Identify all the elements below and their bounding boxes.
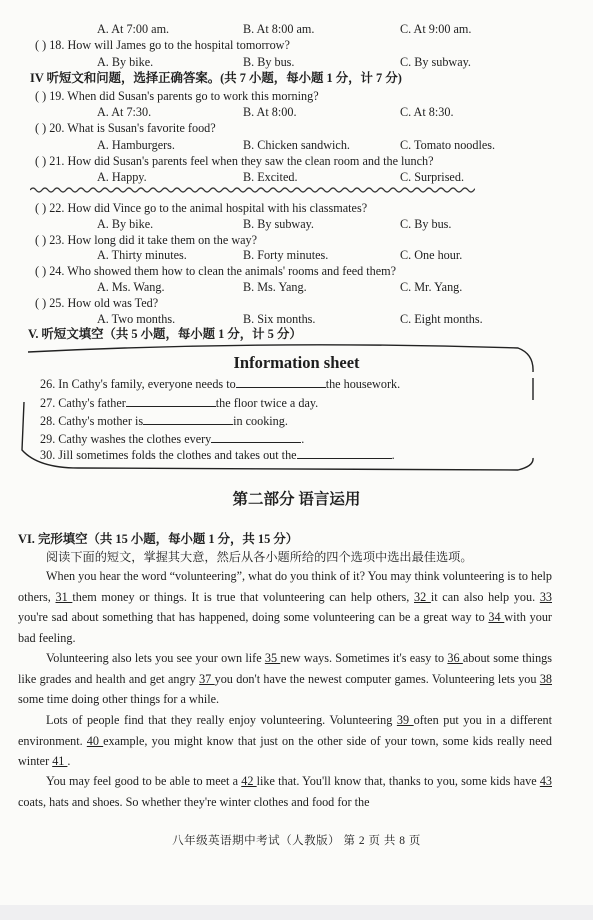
cloze-blank-34: 34 <box>488 610 505 624</box>
section-iv-heading: IV 听短文和问题，选择正确答案。(共 7 小题，每小题 1 分，计 7 分) <box>30 71 402 85</box>
q21-option-c: C. Surprised. <box>400 170 464 184</box>
q18-option-b: B. By bus. <box>243 55 295 69</box>
cloze-text: with your bad feeling. <box>18 610 552 645</box>
q24-option-a: A. Ms. Wang. <box>97 280 165 294</box>
q23-option-b: B. Forty minutes. <box>243 248 329 262</box>
q21-option-b: B. Excited. <box>243 170 298 184</box>
q22-option-b: B. By subway. <box>243 217 314 231</box>
q20-option-a: A. Hamburgers. <box>97 138 175 152</box>
viewer-bottom-strip <box>0 905 593 920</box>
cloze-paragraph-1 <box>18 566 552 648</box>
cloze-blank-37: 37 <box>199 671 215 686</box>
sheet-line-30-before: 30. Jill sometimes folds the clothes and takes out the <box>40 448 297 462</box>
info-sheet-title: Information sheet <box>233 353 360 372</box>
cloze-blank-40: 40 <box>86 733 104 748</box>
cloze-blank-32: 32 <box>414 589 431 604</box>
cloze-text: them money or things. It is true that volunteering can help others, <box>72 589 414 604</box>
q18-option-a: A. By bike. <box>97 55 154 69</box>
cloze-paragraph-4 <box>18 771 552 812</box>
page-footer: 八年级英语期中考试（人教版） 第 2 页 共 8 页 <box>172 835 421 847</box>
sheet-line-27-after: the floor twice a day. <box>215 396 319 410</box>
blank-26 <box>236 376 326 388</box>
blank-28 <box>143 413 233 425</box>
q19-question: ( ) 19. When did Susan's parents go to work this morning? <box>35 89 319 103</box>
cloze-text: new ways. Sometimes it's easy to <box>280 651 448 665</box>
q20-option-b: B. Chicken sandwich. <box>243 138 350 152</box>
q21-option-a: A. Happy. <box>97 170 147 184</box>
sheet-line-28-after: in cooking. <box>233 414 288 428</box>
q17-option-c: C. At 9:00 am. <box>400 22 472 36</box>
q18-question: ( ) 18. How will James go to the hospital tomorrow? <box>35 38 290 52</box>
sheet-line-29-after: . <box>301 432 305 446</box>
sheet-line-29-before: 29. Cathy washes the clothes every <box>40 432 212 446</box>
blank-29 <box>211 431 301 443</box>
cloze-paragraph-2 <box>18 648 552 710</box>
cloze-blank-31: 31 <box>55 589 73 604</box>
sheet-line-30-after: . <box>391 448 395 462</box>
q25-question: ( ) 25. How old was Ted? <box>35 296 159 310</box>
cloze-text: it can also help you. <box>430 589 540 604</box>
q17-option-b: B. At 8:00 am. <box>243 22 315 36</box>
sheet-line-29 <box>40 431 304 446</box>
q25-option-a: A. Two months. <box>97 312 176 326</box>
q25-option-c: C. Eight months. <box>400 312 483 326</box>
sheet-line-26-after: the housework. <box>325 377 401 391</box>
cloze-text: When you hear the word “volunteering”, what do you think of it? You may think volunteering is to help others, <box>18 569 552 604</box>
cloze-blank-41: 41 <box>52 754 68 768</box>
q24-question: ( ) 24. Who showed them how to clean the animals' rooms and feed them? <box>35 264 397 278</box>
section-v-heading: V. 听短文填空（共 5 小题，每小题 1 分，计 5 分） <box>28 327 302 341</box>
section-vi-instruction: 阅读下面的短文，掌握其大意，然后从各小题所给的四个选项中选出最佳选项。 <box>46 550 473 564</box>
q21-question: ( ) 21. How did Susan's parents feel when they saw the clean room and the lunch? <box>35 154 434 168</box>
cloze-text: you're sad about something that has happened, doing some volunteering can be a great way to <box>18 610 489 624</box>
sheet-line-28 <box>40 413 288 428</box>
cloze-text: You may feel good to be able to meet a <box>46 774 242 788</box>
cloze-text: coats, hats and shoes. So whether they're winter clothes and food for the <box>18 794 370 809</box>
sheet-line-28-before: 28. Cathy's mother is <box>40 414 144 428</box>
cloze-text: some time doing other things for a while. <box>18 692 220 706</box>
blank-27 <box>126 395 216 407</box>
blank-30 <box>297 447 392 459</box>
cloze-paragraph-3 <box>18 710 552 772</box>
sheet-line-27-before: 27. Cathy's father <box>40 396 126 410</box>
cloze-blank-42: 42 <box>241 774 257 788</box>
part-two-heading: 第二部分 语言运用 <box>232 491 361 508</box>
q19-option-c: C. At 8:30. <box>400 105 454 119</box>
cloze-text: example, you might know that just on the other side of your town, some kids really need winter <box>18 733 552 768</box>
q20-option-c: C. Tomato noodles. <box>400 138 496 152</box>
q23-option-a: A. Thirty minutes. <box>97 248 187 262</box>
wavy-divider <box>30 186 475 194</box>
q24-option-c: C. Mr. Yang. <box>400 280 463 294</box>
cloze-text: Lots of people find that they really enjoy volunteering. Volunteering <box>46 713 397 727</box>
sheet-line-30 <box>40 447 395 462</box>
q19-option-b: B. At 8:00. <box>243 105 297 119</box>
cloze-blank-39: 39 <box>396 713 414 727</box>
cloze-blank-35: 35 <box>264 651 281 665</box>
q22-option-c: C. By bus. <box>400 217 452 231</box>
q18-option-c: C. By subway. <box>400 55 471 69</box>
sheet-line-26-before: 26. In Cathy's family, everyone needs to <box>40 377 236 391</box>
cloze-text: like that. You'll know that, thanks to you, some kids have <box>256 774 540 788</box>
cloze-text: Volunteering also lets you see your own life <box>46 651 265 665</box>
cloze-blank-38: 38 <box>539 671 552 686</box>
q17-option-a: A. At 7:00 am. <box>97 22 170 36</box>
section-vi-heading: VI. 完形填空（共 15 小题，每小题 1 分，共 15 分） <box>18 532 299 546</box>
q23-question: ( ) 23. How long did it take them on the way? <box>35 233 258 247</box>
cloze-blank-36: 36 <box>447 651 463 665</box>
q24-option-b: B. Ms. Yang. <box>243 280 307 294</box>
q20-question: ( ) 20. What is Susan's favorite food? <box>35 121 216 135</box>
cloze-text: often put you in a different environment. <box>18 713 552 748</box>
q25-option-b: B. Six months. <box>243 312 316 326</box>
cloze-blank-43: 43 <box>539 774 552 788</box>
q22-option-a: A. By bike. <box>97 217 154 231</box>
q19-option-a: A. At 7:30. <box>97 105 152 119</box>
cloze-text: you don't have the newest computer games. Volunteering lets you <box>214 671 540 686</box>
q22-question: ( ) 22. How did Vince go to the animal hospital with his classmates? <box>35 201 368 215</box>
cloze-blank-33: 33 <box>539 589 552 604</box>
q23-option-c: C. One hour. <box>400 248 463 262</box>
sheet-line-27 <box>40 395 318 410</box>
cloze-text: . <box>67 754 71 768</box>
cloze-text: about some things like grades and health and get angry <box>18 651 553 686</box>
sheet-line-26 <box>40 376 400 391</box>
